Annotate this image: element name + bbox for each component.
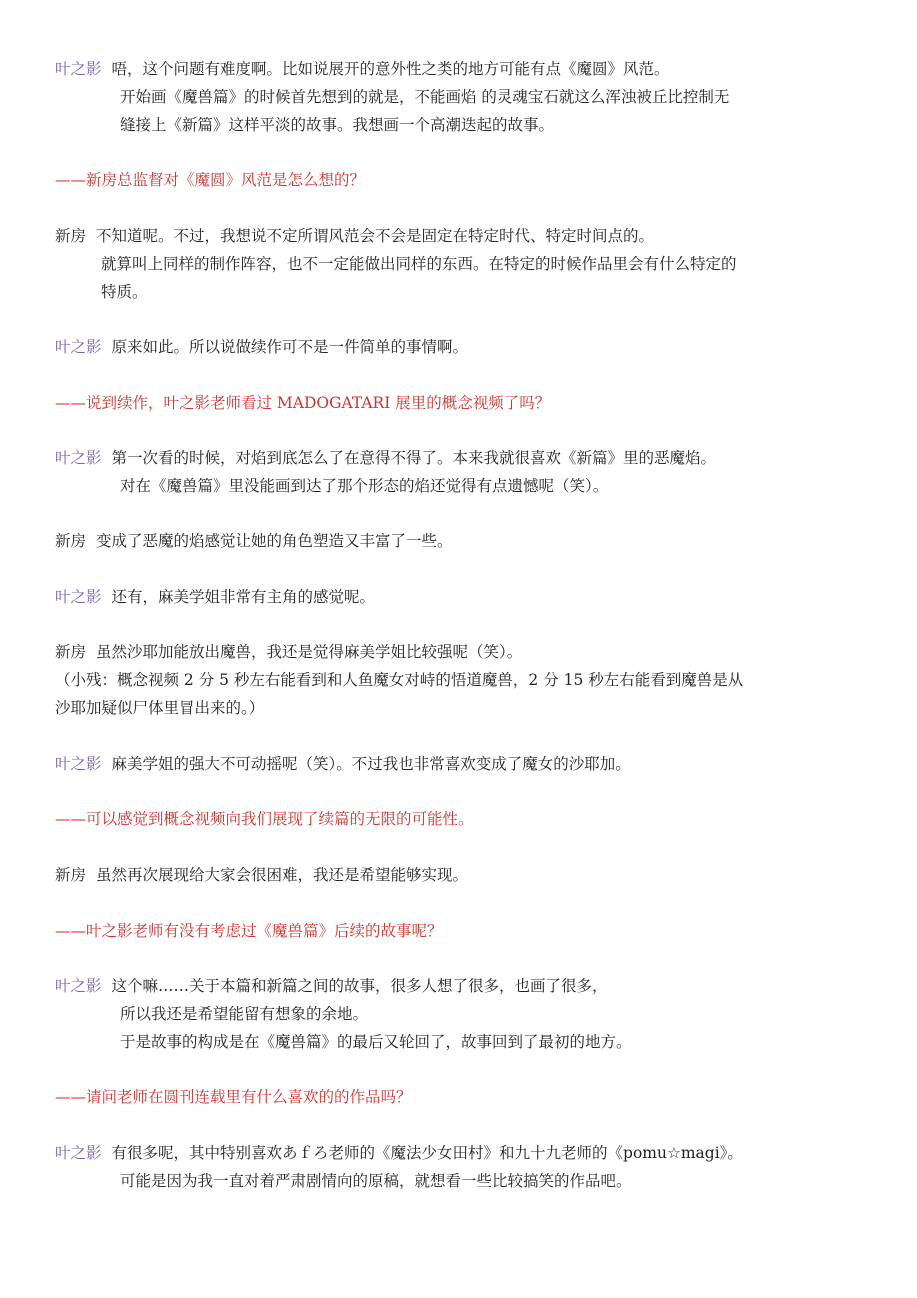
interviewer-question <box>55 389 875 417</box>
dialogue-xin <box>55 861 875 889</box>
dialogue-line <box>55 638 875 666</box>
dialogue-ye <box>55 333 875 361</box>
dialogue-ye <box>55 55 875 139</box>
dialogue-ye <box>55 1139 875 1195</box>
dialogue-text: 唔，这个问题有难度啊。比如说展开的意外性之类的地方可能有点《魔圆》风范。 <box>111 60 670 78</box>
dialogue-line <box>55 1139 875 1167</box>
dialogue-line: 对在《魔兽篇》里没能画到达了那个形态的焰还觉得有点遗憾呢（笑）。 <box>120 477 609 495</box>
question-text: ——说到续作，叶之影老师看过 MADOGATARI 展里的概念视频了吗？ <box>55 394 551 412</box>
dialogue-ye <box>55 750 875 778</box>
speaker-name: 叶之影 <box>55 755 102 773</box>
speaker-name: 叶之影 <box>55 1144 102 1162</box>
question-text: ——新房总监督对《魔圆》风范是怎么想的？ <box>55 171 366 189</box>
speaker-name: 叶之影 <box>55 588 102 606</box>
dialogue-ye <box>55 583 875 611</box>
dialogue-line <box>55 222 875 250</box>
speaker-name: 新房 <box>55 643 87 661</box>
dialogue-line: 可能是因为我一直对着严肃剧情向的原稿，就想看一些比较搞笑的作品吧。 <box>120 1172 632 1190</box>
dialogue-line <box>55 55 875 83</box>
dialogue-text: 虽然再次展现给大家会很困难，我还是希望能够实现。 <box>96 866 469 884</box>
dialogue-line <box>55 527 875 555</box>
dialogue-text: 麻美学姐的强大不可动摇呢（笑）。不过我也非常喜欢变成了魔女的沙耶加。 <box>111 755 631 773</box>
question-text: ——叶之影老师有没有考虑过《魔兽篇》后续的故事呢？ <box>55 922 443 940</box>
interviewer-question <box>55 805 875 833</box>
dialogue-line: 所以我还是希望能留有想象的余地。 <box>120 1005 369 1023</box>
dialogue-text: 这个嘛……关于本篇和新篇之间的故事，很多人想了很多，也画了很多， <box>111 977 608 995</box>
dialogue-text: 不知道呢。不过，我想说不定所谓风范会不会是固定在特定时代、特定时间点的。 <box>96 227 655 245</box>
speaker-name: 叶之影 <box>55 977 102 995</box>
interviewer-question <box>55 917 875 945</box>
dialogue-line: 开始画《魔兽篇》的时候首先想到的就是，不能画焰 的灵魂宝石就这么浑浊被丘比控制无 <box>120 88 730 106</box>
speaker-name: 叶之影 <box>55 449 102 467</box>
speaker-name: 新房 <box>55 866 87 884</box>
speaker-name: 新房 <box>55 532 87 550</box>
question-text: ——可以感觉到概念视频向我们展现了续篇的无限的可能性。 <box>55 810 474 828</box>
dialogue-xin <box>55 527 875 555</box>
dialogue-line: 特质。 <box>101 283 148 301</box>
dialogue-ye <box>55 972 875 1056</box>
dialogue-xin <box>55 638 875 722</box>
dialogue-text: 还有，麻美学姐非常有主角的感觉呢。 <box>111 588 376 606</box>
dialogue-line <box>55 583 875 611</box>
translator-note: 沙耶加疑似尸体里冒出来的。） <box>55 699 265 717</box>
dialogue-text: 虽然沙耶加能放出魔兽，我还是觉得麻美学姐比较强呢（笑）。 <box>96 643 523 661</box>
dialogue-line <box>55 861 875 889</box>
dialogue-line <box>55 444 875 472</box>
dialogue-line <box>55 750 875 778</box>
speaker-name: 叶之影 <box>55 338 102 356</box>
dialogue-text: 变成了恶魔的焰感觉让她的角色塑造又丰富了一些。 <box>96 532 453 550</box>
speaker-name: 新房 <box>55 227 87 245</box>
question-text: ——请问老师在圆刊连载里有什么喜欢的的作品吗？ <box>55 1088 412 1106</box>
dialogue-line: 就算叫上同样的制作阵容，也不一定能做出同样的东西。在特定的时候作品里会有什么特定的 <box>101 255 737 273</box>
speaker-name: 叶之影 <box>55 60 102 78</box>
dialogue-text: 第一次看的时候，对焰到底怎么了在意得不得了。本来我就很喜欢《新篇》里的恶魔焰。 <box>111 449 717 467</box>
dialogue-text: 原来如此。所以说做续作可不是一件简单的事情啊。 <box>111 338 469 356</box>
dialogue-line <box>55 972 875 1000</box>
dialogue-text: 有很多呢，其中特别喜欢あｆろ老师的《魔法少女田村》和九十九老师的《pomu☆magi》。 <box>111 1144 743 1162</box>
dialogue-line: 缝接上《新篇》这样平淡的故事。我想画一个高潮迭起的故事。 <box>120 116 555 134</box>
dialogue-ye <box>55 444 875 500</box>
dialogue-line: 于是故事的构成是在《魔兽篇》的最后又轮回了，故事回到了最初的地方。 <box>120 1033 632 1051</box>
interviewer-question <box>55 166 875 194</box>
dialogue-xin <box>55 222 875 306</box>
translator-note: （小残：概念视频 2 分 5 秒左右能看到和人鱼魔女对峙的悟道魔兽，2 分 15 秒左右能看到魔兽是从 <box>55 671 744 689</box>
interviewer-question <box>55 1083 875 1111</box>
dialogue-line <box>55 333 875 361</box>
